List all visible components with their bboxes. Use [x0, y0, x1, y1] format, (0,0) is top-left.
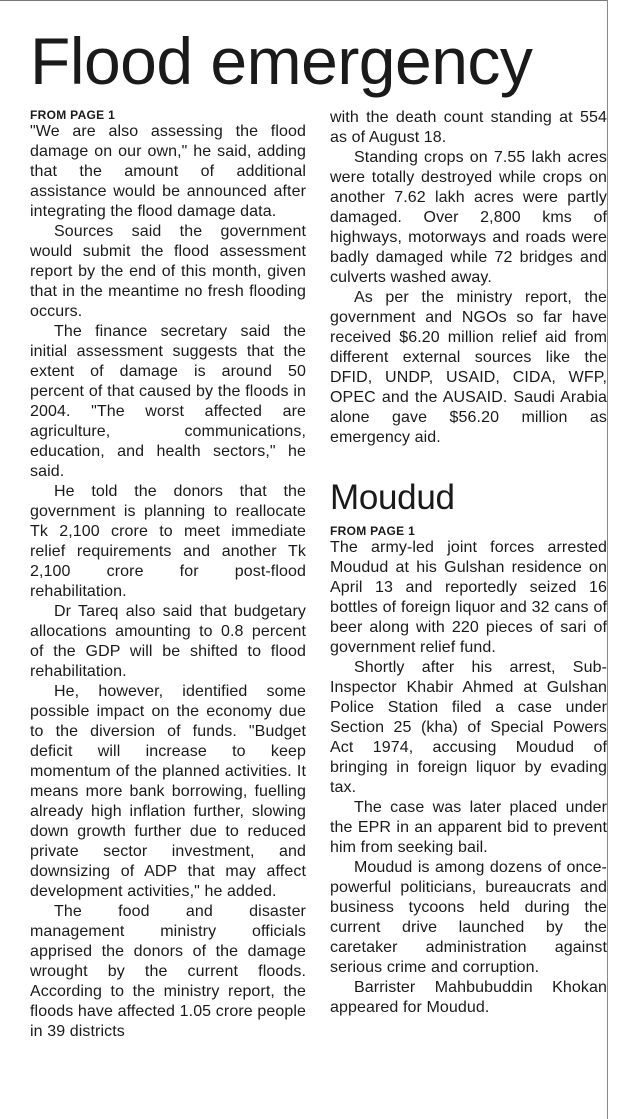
paragraph: The army-led joint forces arrested Moudud at his Gulshan residence on April 13 and reportedly seized 16 bottles of foreign liquor and 32 cans of beer along with 220 pieces of sari of government relief fund.	[330, 539, 607, 656]
paragraph: He told the donors that the government is planning to reallocate Tk 2,100 crore to meet immediate relief requirements and another Tk 2,100 crore for post-flood rehabilitation.	[30, 483, 306, 600]
paragraph: Sources said the government would submit the flood assessment report by the end of this month, given that in the meantime no fresh flooding occurs.	[30, 223, 306, 320]
paragraph: Standing crops on 7.55 lakh acres were totally destroyed while crops on another 7.62 lakh acres were partly damaged. Over 2,800 kms of highways, motorways and roads were badly damaged while 72 bridges and culverts washed away.	[330, 149, 607, 286]
paragraph: The food and disaster management ministry officials apprised the donors of the damage wrought by the current floods. According to the ministry report, the floods have affected 1.05 crore people in 39 districts	[30, 903, 306, 1040]
paragraph: He, however, identified some possible impact on the economy due to the diversion of funds. "Budget deficit will increase to keep momentum of the planned activities. It means more bank borrowing, fuelling already high inflation further, slowing down growth further due to reduced private sector investment, and downsizing of ADP that may affect development activities," he added.	[30, 683, 306, 900]
headline: Flood emergency	[30, 24, 533, 98]
column-rule	[607, 0, 608, 1119]
kicker-from-page-1: FROM PAGE 1	[330, 524, 416, 538]
kicker-from-page-1: FROM PAGE 1	[30, 108, 116, 122]
right-column	[330, 108, 607, 1018]
article-headline-moudud: Moudud	[330, 478, 455, 517]
top-rule	[0, 0, 607, 1]
paragraph: The case was later placed under the EPR in an apparent bid to prevent him from seeking bail.	[330, 799, 607, 856]
left-column	[30, 108, 306, 1042]
paragraph: Dr Tareq also said that budgetary allocations amounting to 0.8 percent of the GDP will be shifted to flood rehabilitation.	[30, 603, 306, 680]
paragraph-continuation: with the death count standing at 554 as of August 18.	[330, 109, 607, 146]
paragraph: Moudud is among dozens of once-powerful politicians, bureaucrats and business tycoons held during the current drive launched by the caretaker administration against serious crime and corruption.	[330, 859, 607, 976]
paragraph: Shortly after his arrest, Sub-Inspector Khabir Ahmed at Gulshan Police Station filed a case under Section 25 (kha) of Special Powers Act 1974, accusing Moudud of bringing in foreign liquor by evading tax.	[330, 659, 607, 796]
paragraph: The finance secretary said the initial assessment suggests that the extent of damage is around 50 percent of that caused by the floods in 2004. "The worst affected are agriculture, communications, education, and health sectors," he said.	[30, 323, 306, 480]
paragraph: As per the ministry report, the government and NGOs so far have received $6.20 million relief aid from different external sources like the DFID, UNDP, USAID, CIDA, WFP, OPEC and the AUSAID. Saudi Arabia alone gave $56.20 million as emergency aid.	[330, 289, 607, 446]
paragraph: Barrister Mahbubuddin Khokan appeared for Moudud.	[330, 979, 607, 1016]
paragraph: "We are also assessing the flood damage on our own," he said, adding that the amount of additional assistance would be announced after integrating the flood damage data.	[30, 123, 306, 220]
